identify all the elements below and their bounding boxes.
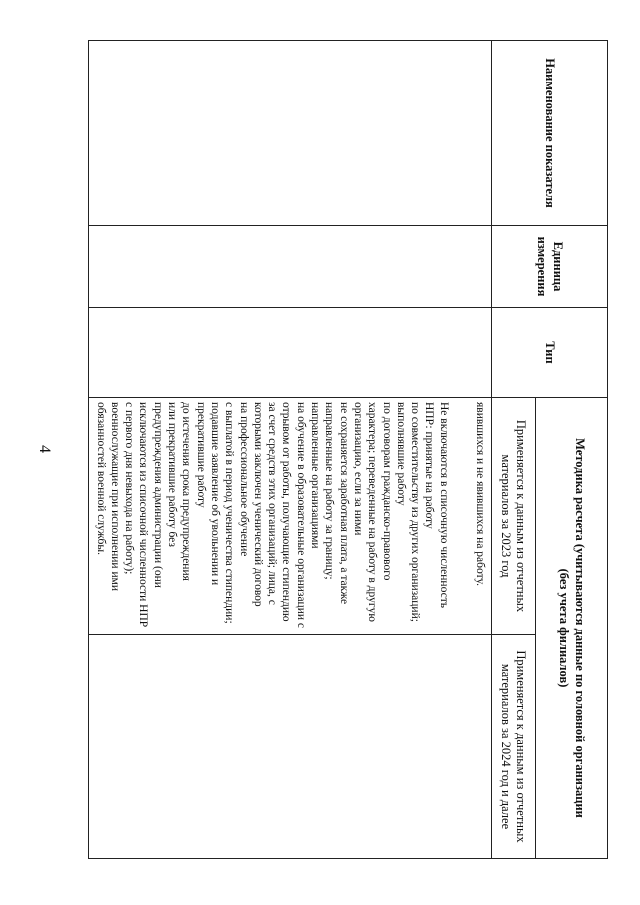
header-type: Тип (492, 308, 608, 398)
text-line: за счет средств этих организаций; лица, с (266, 402, 279, 605)
text-line: с выплатой в период ученичества стипендии; (223, 402, 236, 624)
subheader-2023: Применяется к данным из отчетных материалов за 2023 год (492, 398, 536, 635)
text-line: с первого дня невыхода на работу); (123, 402, 136, 575)
text-line: организацию, если за ними (351, 402, 364, 536)
exclusions-paragraph (93, 402, 450, 630)
text-line: явившихся и не явившихся на работу. (474, 402, 486, 586)
text-line: характера; переведенные на работу в другую (366, 402, 379, 622)
text-line: обязанностей военной службы. (94, 402, 107, 555)
text-line: отрывом от работы, получающие стипендию (280, 402, 293, 622)
header-unit: Единица измерения (492, 226, 608, 308)
text-line: направленные на работу за границу; (323, 402, 336, 580)
subheader-2024: Применяется к данным из отчетных материалов за 2024 год и далее (492, 635, 536, 859)
page-number: 4 (36, 445, 53, 453)
cell-type (89, 308, 492, 398)
text-line: выполнявшие работу (394, 402, 407, 506)
text-line: подавшие заявление об увольнении и (208, 402, 221, 586)
header-indicator-name: Наименование показателя (492, 41, 608, 226)
methodology-table-rotated (93, 40, 608, 858)
cell-unit (89, 226, 492, 308)
text-line: военнослужащие при исполнении ими (108, 402, 121, 592)
text-line: прекратившие работу (194, 402, 207, 508)
text-line: или прекратившие работу без (166, 402, 179, 547)
text-line: которыми заключен ученический договор (251, 402, 264, 607)
header-methodology: Методика расчета (учитываются данные по головной организации (без учета филиалов) (536, 398, 608, 859)
text-line: на профессиональное обучение (237, 402, 250, 557)
text-line: на обучение в образовательные организации с (294, 402, 307, 628)
methodology-table (88, 40, 608, 859)
cell-methodology-2024 (89, 635, 492, 859)
text-line: направленные организациями (309, 402, 322, 549)
text-line: не сохраняется заработная плата, а также (337, 402, 350, 605)
text-line: до истечения срока предупреждения (180, 402, 193, 581)
cell-methodology-2023 (89, 398, 492, 635)
text-line: исключаются из списочной численности НПР (137, 402, 150, 628)
text-line: по договорам гражданско-правового (380, 402, 393, 581)
text-line: НПР: принятые на работу (423, 402, 436, 529)
text-line: по совместительству из других организаций; (409, 402, 422, 622)
text-line: Не включаются в списочную численность (437, 402, 450, 608)
cell-indicator-name (89, 41, 492, 226)
text-line: предупреждения администрации (они (151, 402, 164, 588)
